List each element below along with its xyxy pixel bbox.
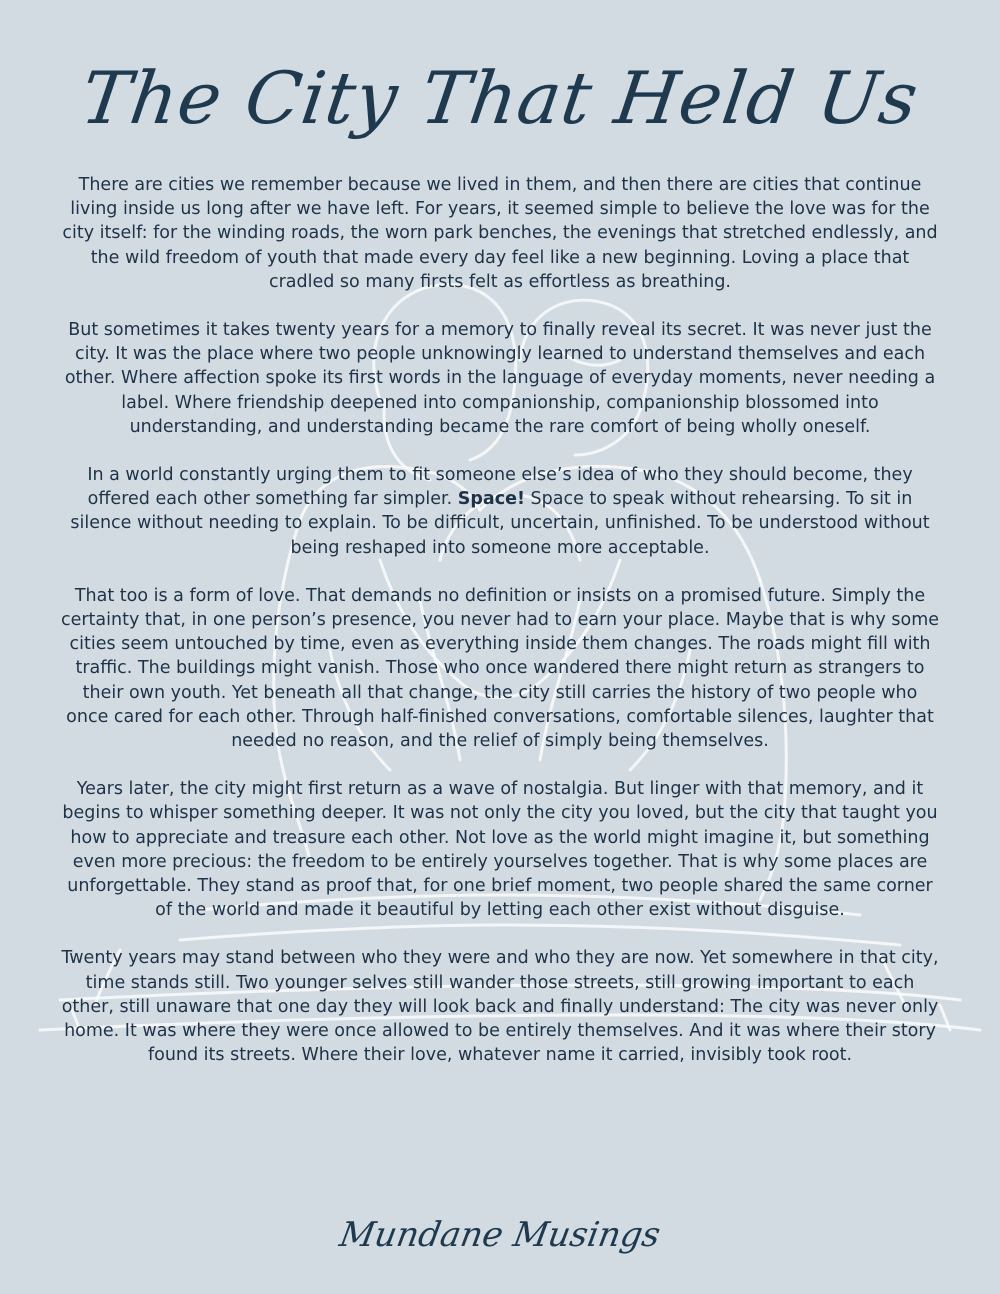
signature: Mundane Musings — [336, 1215, 664, 1255]
poem-body — [60, 173, 940, 1068]
space-emphasis: Space! — [457, 489, 525, 510]
paragraph-3-after: Space to speak without rehearsing. To sit in silence without needing to explain. To be difficult, uncertain, unfinished. To be understood without being reshaped into someone more acceptable. — [70, 489, 930, 558]
paragraph-6: Twenty years may stand between who they were and who they are now. Yet somewhere in that city, time stands still. Two younger selves still wander those streets, still growing important to each other, still unaware that one day they will look back and finally understand: The city was never only home. It was where they were once allowed to be entirely themselves. And it was where their story found its streets. Where their love, whatever name it carried, invisibly took root. — [61, 948, 939, 1066]
paragraph-3-before: In a world constantly urging them to fit someone else’s idea of who they should become, they offered each other something far simpler. — [87, 465, 913, 510]
paragraph-2: But sometimes it takes twenty years for a memory to finally reveal its secret. It was never just the city. It was the place where two people unknowingly learned to understand themselves and each other. Where affection spoke its first words in the language of everyday moments, never needing a label. Where friendship deepened into companionship, companionship blossomed into understanding, and understanding became the rare comfort of being wholly oneself. — [64, 320, 936, 437]
paragraph-3 — [60, 463, 940, 560]
paragraph-1: There are cities we remember because we lived in them, and then there are cities that continue living inside us long after we have left. For years, it seemed simple to believe the love was for the city itself: for the winding roads, the worn park benches, the evenings that stretched endlessly, and the wild freedom of youth that made every day feel like a new beginning. Loving a place that cradled so many firsts felt as effortless as breathing. — [62, 175, 938, 292]
paragraph-4: That too is a form of love. That demands no definition or insists on a promised future. Simply the certainty that, in one person’s presence, you never had to earn your place. Maybe that is why some cities seem untouched by time, even as everything inside them changes. The roads might fill with traffic. The buildings might vanish. Those who once wandered there might return as strangers to their own youth. Yet beneath all that change, the city still carries the history of two people who once cared for each other. Through half-finished conversations, comfortable silences, laughter that needed no reason, and the relief of simply being themselves. — [60, 585, 940, 752]
page-title: The City That Held Us — [76, 56, 924, 140]
paragraph-5: Years later, the city might first return as a wave of nostalgia. But linger with that memory, and it begins to whisper something deeper. It was not only the city you loved, but the city that taught you how to appreciate and treasure each other. Not love as the world might imagine it, but something even more precious: the freedom to be entirely yourselves together. That is why some places are unforgettable. They stand as proof that, for one brief moment, two people shared the same corner of the world and made it beautiful by letting each other exist without disguise. — [62, 779, 938, 921]
